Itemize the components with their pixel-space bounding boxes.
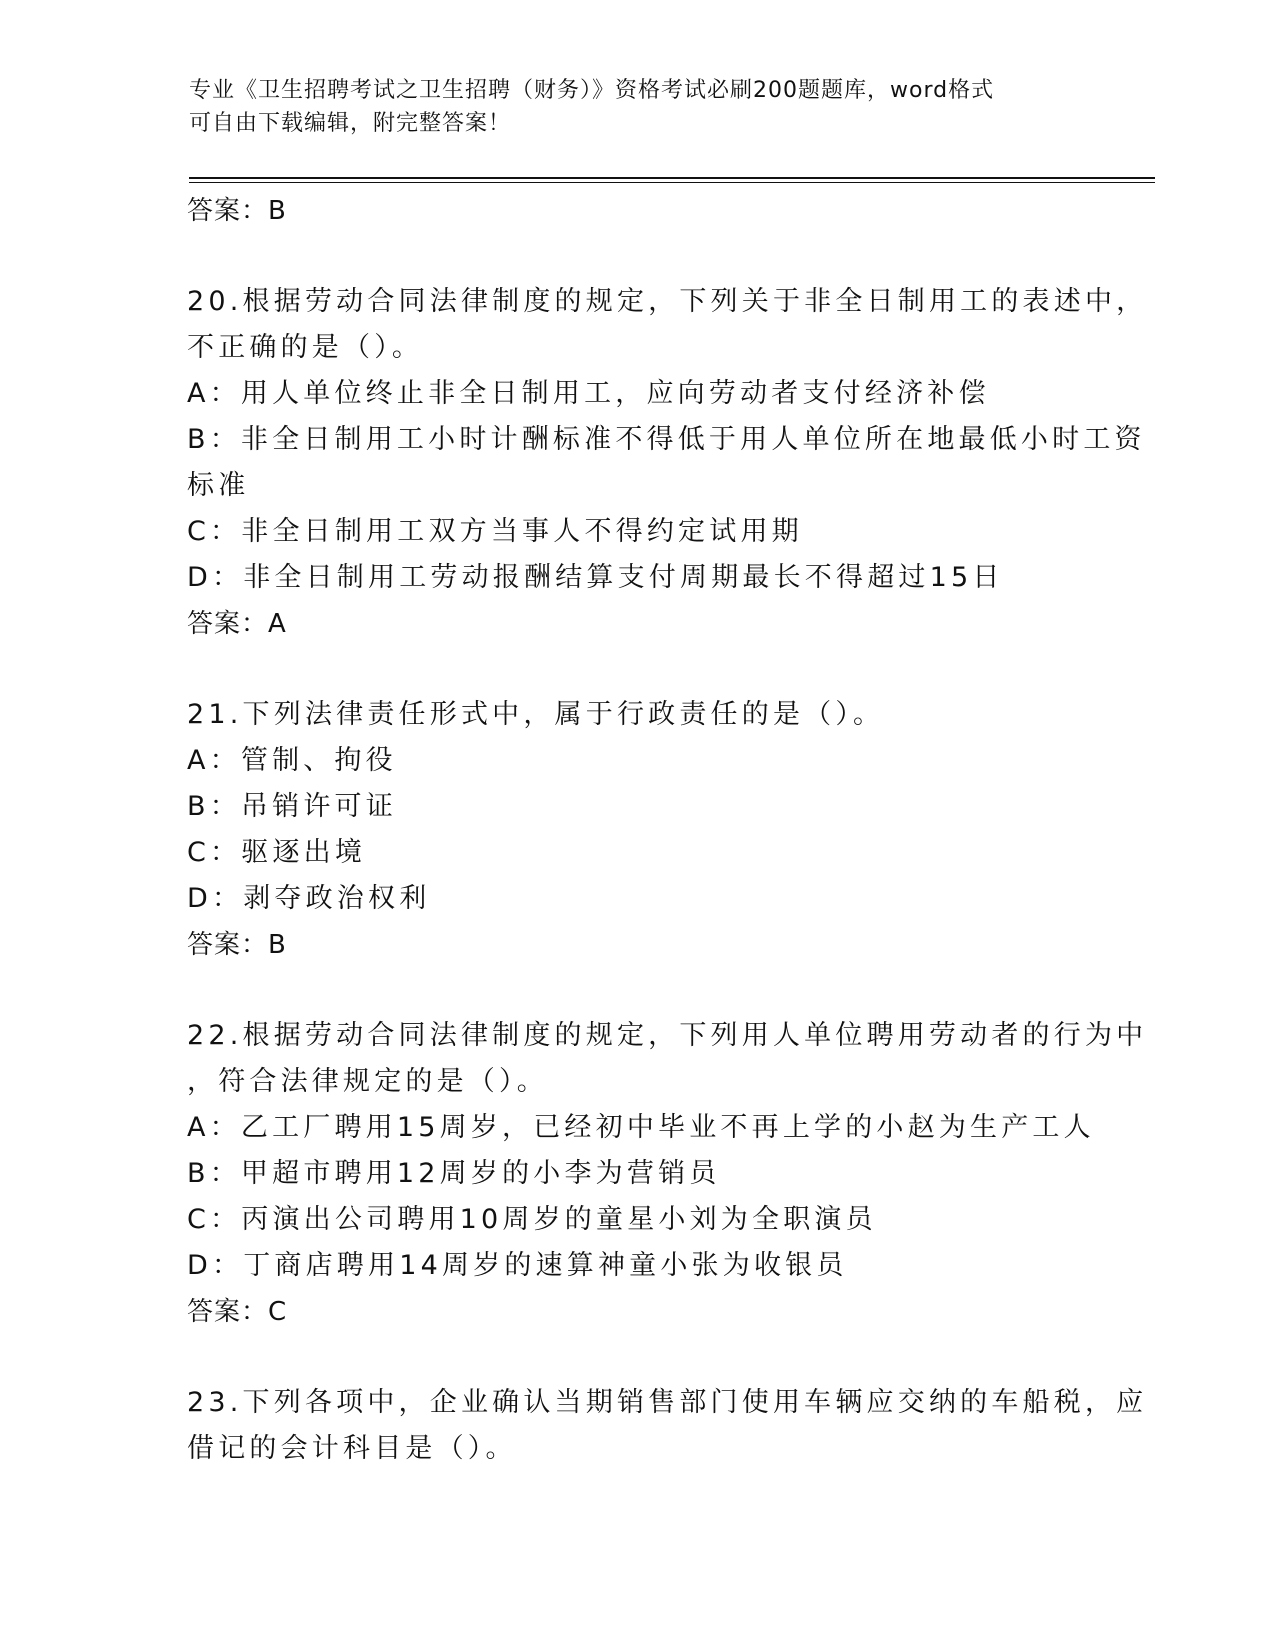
option-c: C：丙演出公司聘用10周岁的童星小刘为全职演员 <box>187 1204 877 1235</box>
document-header <box>189 74 1089 140</box>
header-line-1: 专业《卫生招聘考试之卫生招聘（财务）》资格考试必刷200题题库，word格式 <box>189 78 995 103</box>
header-divider-thick <box>189 177 1155 179</box>
option-a: A：用人单位终止非全日制用工，应向劳动者支付经济补偿 <box>187 378 990 409</box>
question-stem: 20.根据劳动合同法律制度的规定，下列关于非全日制用工的表述中， <box>187 286 1148 317</box>
question-stem: 23.下列各项中，企业确认当期销售部门使用车辆应交纳的车船税，应 <box>187 1387 1148 1418</box>
option-a: A：管制、拘役 <box>187 745 397 776</box>
option-b-continued: 标准 <box>187 470 250 501</box>
answer: 答案：A <box>187 609 287 639</box>
header-divider-thin <box>189 182 1155 183</box>
question-stem: ，符合法律规定的是（）。 <box>187 1066 548 1097</box>
header-line-2: 可自由下载编辑，附完整答案！ <box>189 111 512 136</box>
previous-answer: 答案：B <box>187 196 287 226</box>
option-d: D：剥夺政治权利 <box>187 883 431 914</box>
question-stem: 借记的会计科目是（）。 <box>187 1433 517 1464</box>
question-22 <box>187 1013 1148 1335</box>
option-b: B：甲超市聘用12周岁的小李为营销员 <box>187 1158 721 1189</box>
answer: 答案：B <box>187 930 287 960</box>
answer: 答案：C <box>187 1297 288 1327</box>
question-stem: 22.根据劳动合同法律制度的规定，下列用人单位聘用劳动者的行为中 <box>187 1020 1148 1051</box>
spacer <box>187 1335 1087 1380</box>
option-b: B：吊销许可证 <box>187 791 397 822</box>
option-c: C：非全日制用工双方当事人不得约定试用期 <box>187 516 803 547</box>
option-d: D：丁商店聘用14周岁的速算神童小张为收银员 <box>187 1250 848 1281</box>
spacer <box>187 968 1087 1013</box>
spacer <box>187 234 1087 279</box>
document-body <box>187 188 1148 1472</box>
option-a: A：乙工厂聘用15周岁，已经初中毕业不再上学的小赵为生产工人 <box>187 1112 1095 1143</box>
option-d: D：非全日制用工劳动报酬结算支付周期最长不得超过15日 <box>187 562 1004 593</box>
option-b: B：非全日制用工小时计酬标准不得低于用人单位所在地最低小时工资 <box>187 424 1146 455</box>
question-stem: 21.下列法律责任形式中，属于行政责任的是（）。 <box>187 699 885 730</box>
question-20 <box>187 279 1148 647</box>
spacer <box>187 647 1087 692</box>
question-21 <box>187 692 1087 968</box>
question-stem: 不正确的是（）。 <box>187 332 424 363</box>
option-c: C：驱逐出境 <box>187 837 367 868</box>
question-23 <box>187 1380 1148 1472</box>
